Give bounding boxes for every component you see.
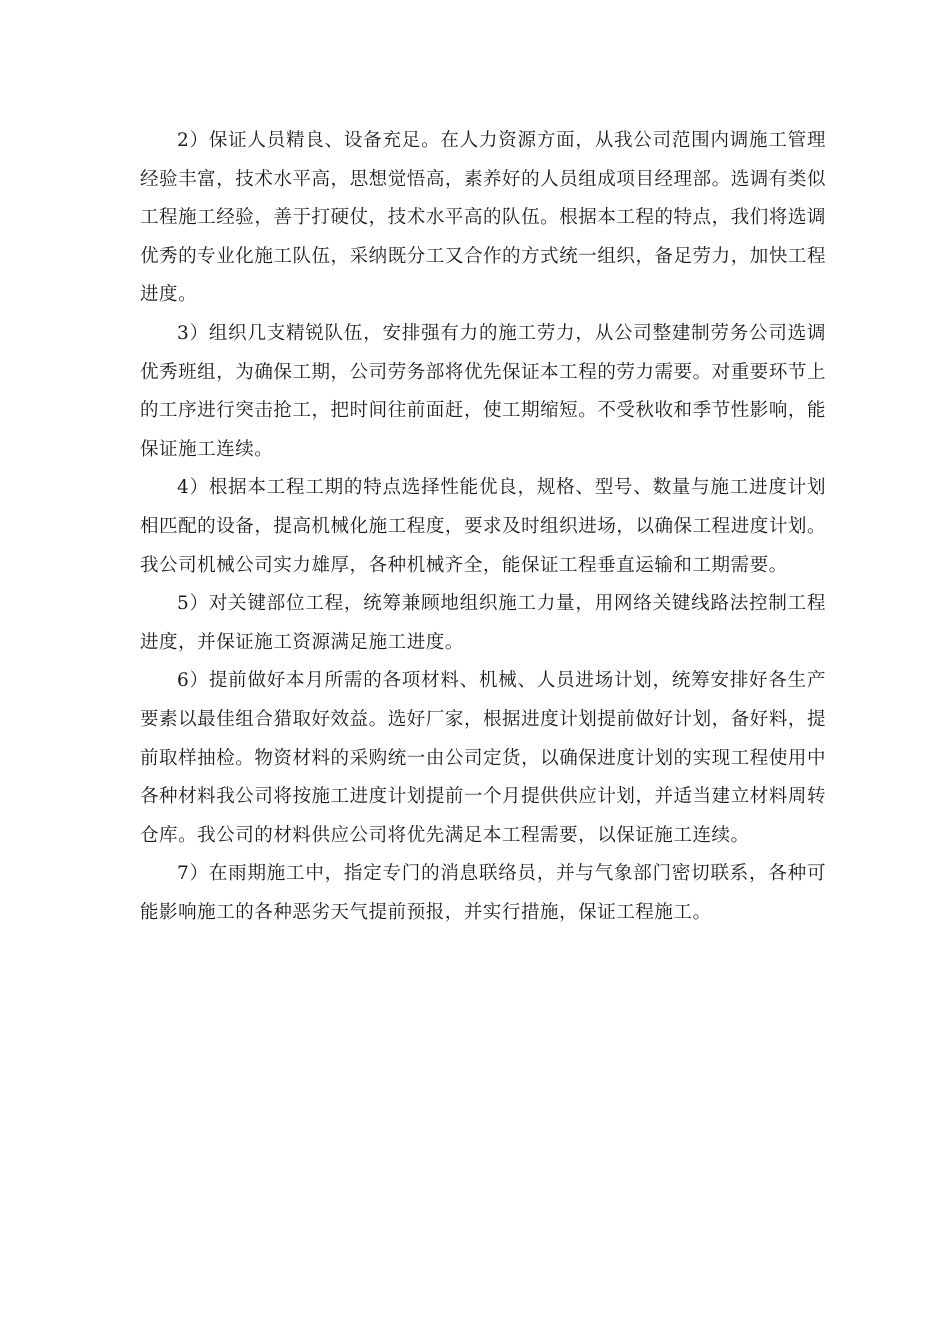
paragraph-5: 5）对关键部位工程，统筹兼顾地组织施工力量，用网络关键线路法控制工程进度，并保证施工资源满足施工进度。 (140, 593, 826, 653)
paragraph-3: 3）组织几支精锐队伍，安排强有力的施工劳力，从公司整建制劳务公司选调优秀班组，为确保工期，公司劳务部将优先保证本工程的劳力需要。对重要环节上的工序进行突击抢工，把时间往前面赶，使工期缩短。不受秋收和季节性影响，能保证施工连续。 (140, 322, 826, 460)
paragraph-4: 4）根据本工程工期的特点选择性能优良，规格、型号、数量与施工进度计划相匹配的设备，提高机械化施工程度，要求及时组织进场，以确保工程进度计划。我公司机械公司实力雄厚，各种机械齐全，能保证工程垂直运输和工期需要。 (140, 477, 826, 576)
document-body (140, 122, 826, 932)
paragraph-2: 2）保证人员精良、设备充足。在人力资源方面，从我公司范围内调施工管理经验丰富，技术水平高，思想觉悟高，素养好的人员组成项目经理部。选调有类似工程施工经验，善于打硬仗，技术水平高的队伍。根据本工程的特点，我们将选调优秀的专业化施工队伍，采纳既分工又合作的方式统一组织，备足劳力，加快工程进度。 (140, 130, 826, 306)
paragraph-6: 6）提前做好本月所需的各项材料、机械、人员进场计划，统筹安排好各生产要素以最佳组合猎取好效益。选好厂家，根据进度计划提前做好计划，备好料，提前取样抽检。物资材料的采购统一由公司定货，以确保进度计划的实现工程使用中各种材料我公司将按施工进度计划提前一个月提供供应计划，并适当建立材料周转仓库。我公司的材料供应公司将优先满足本工程需要，以保证施工连续。 (140, 670, 826, 846)
paragraph-7: 7）在雨期施工中，指定专门的消息联络员，并与气象部门密切联系，各种可能影响施工的各种恶劣天气提前预报，并实行措施，保证工程施工。 (140, 863, 826, 923)
